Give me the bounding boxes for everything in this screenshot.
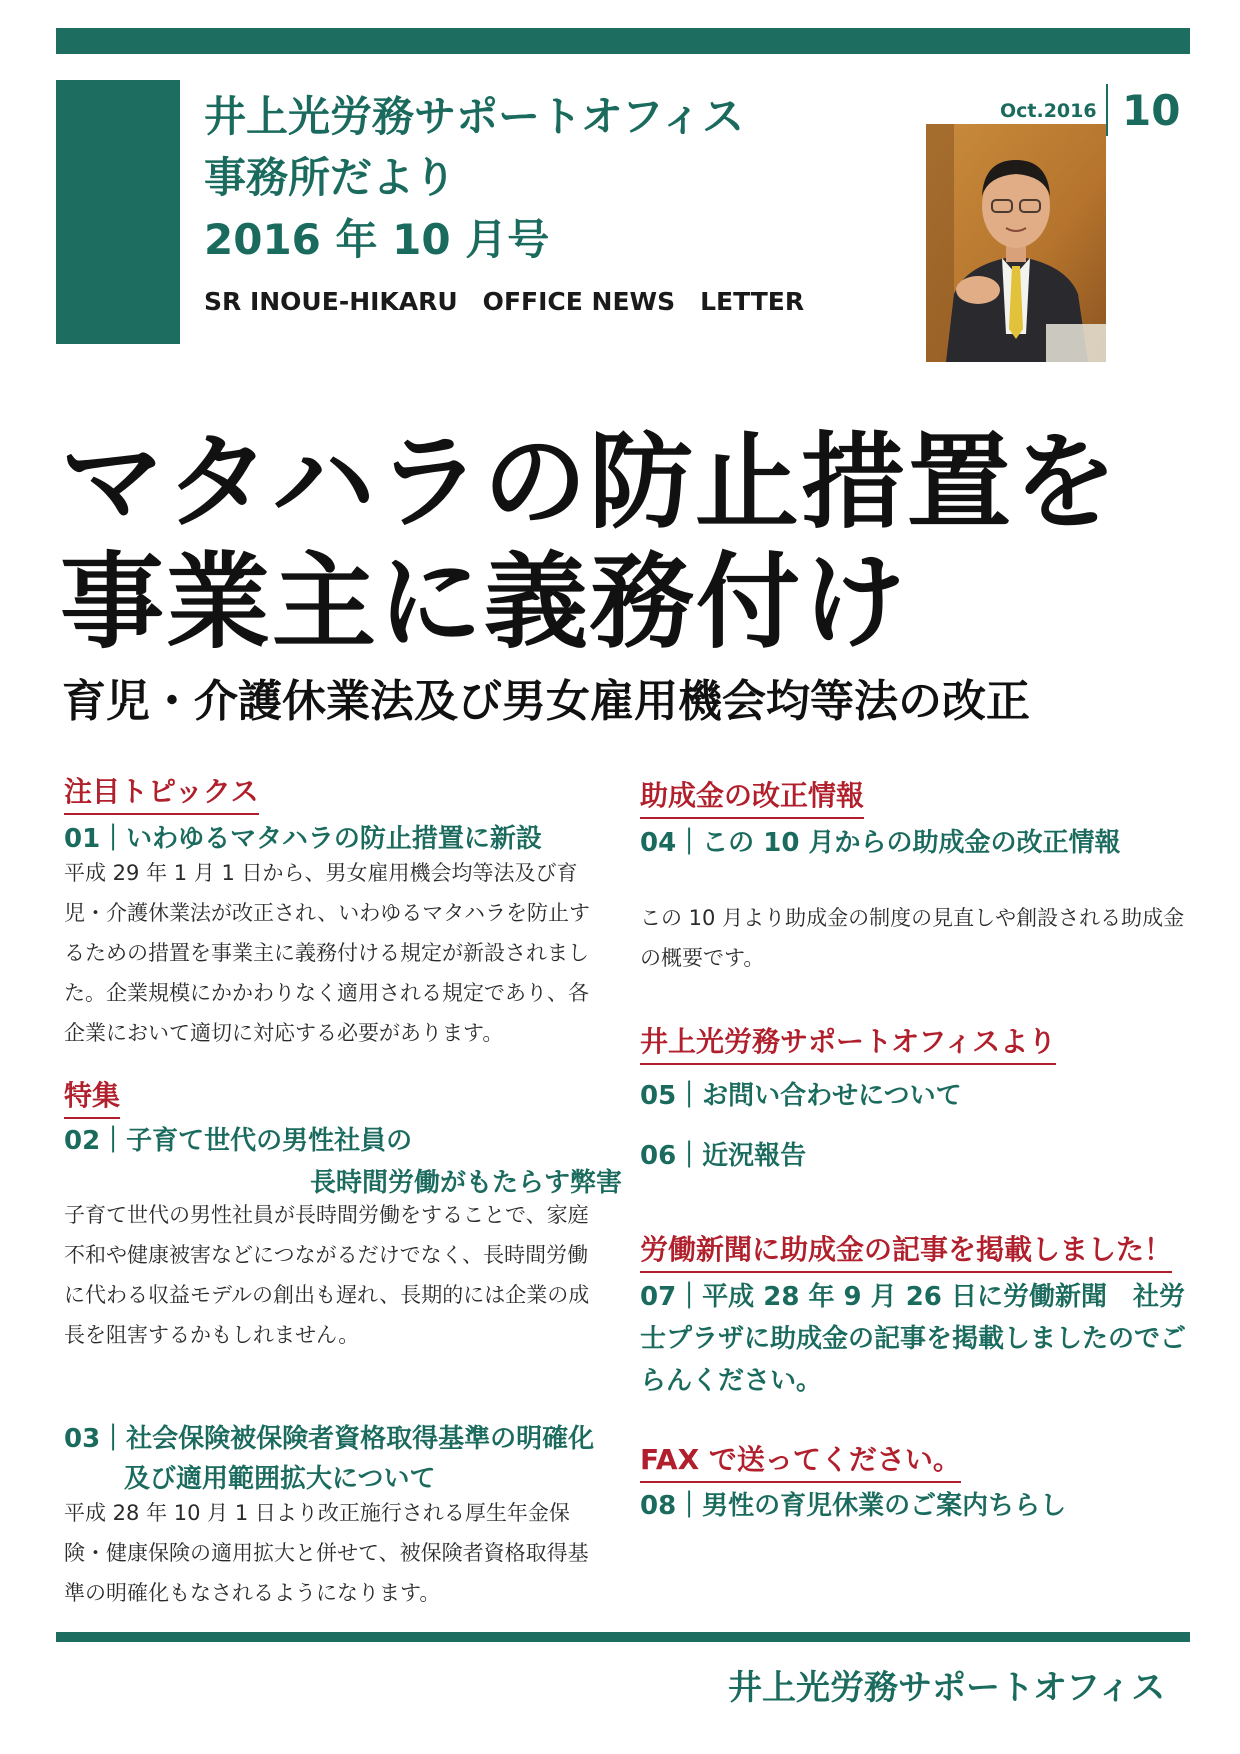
masthead-color-block <box>56 80 180 344</box>
feature-heading: 特集 <box>64 1074 120 1119</box>
item-07-title: 07｜平成 28 年 9 月 26 日に労働新聞 社労士プラザに助成金の記事を掲載しましたのでごらんください。 <box>640 1282 1187 1396</box>
issue-divider <box>1106 84 1108 136</box>
item-01-body: 平成 29 年 1 月 1 日から、男女雇用機会均等法及び育児・介護休業法が改正され、いわゆるマタハラを防止するための措置を事業主に義務付ける規定が新設されました。企業規模にかかわりなく適用される規定であり、各企業において適切に対応する必要があります。 <box>64 861 591 1045</box>
english-title: SR INOUE-HIKARU OFFICE NEWS LETTER <box>204 287 805 316</box>
office-name: 井上光労務サポートオフィス <box>204 92 745 141</box>
item-02-title-line-2: 長時間労働がもたらす弊害 <box>310 1168 623 1198</box>
item-05-title: 05｜お問い合わせについて <box>640 1081 962 1111</box>
topics-heading: 注目トピックス <box>64 770 259 815</box>
item-02-body: 子育て世代の男性社員が長時間労働をすることで、家庭不和や健康被害などにつながるだけでなく、長時間労働に代わる収益モデルの創出も遅れ、長期的には企業の成長を阻害するかもしれません。 <box>64 1203 590 1347</box>
issue-number: 10 <box>1122 86 1181 135</box>
item-01-title: 01｜いわゆるマタハラの防止措置に新設 <box>64 824 542 854</box>
headline-line-1: マタハラの防止措置を <box>60 421 1119 543</box>
item-06-title: 06｜近況報告 <box>640 1141 807 1171</box>
footer-office-name: 井上光労務サポートオフィス <box>728 1668 1166 1708</box>
item-03-body: 平成 28 年 10 月 1 日より改正施行される厚生年金保険・健康保険の適用拡大と併せて、被保険者資格取得基準の明確化もなされるようになります。 <box>64 1501 589 1605</box>
item-08-title: 08｜男性の育児休業のご案内ちらし <box>640 1491 1067 1521</box>
issue-month: 2016 年 10 月号 <box>204 215 550 264</box>
item-03-title-line-1: 03｜社会保険被保険者資格取得基準の明確化 <box>64 1424 595 1454</box>
headline-line-2: 事業主に義務付け <box>60 541 909 663</box>
press-heading: 労働新聞に助成金の記事を掲載しました！ <box>640 1228 1172 1273</box>
newsletter-title: 事務所だより <box>204 153 457 202</box>
portrait-photo <box>926 124 1106 362</box>
subsidy-heading: 助成金の改正情報 <box>640 774 864 819</box>
portrait-illustration <box>926 124 1106 362</box>
top-bar <box>56 28 1190 54</box>
item-04-title: 04｜この 10 月からの助成金の改正情報 <box>640 828 1121 858</box>
date-label: Oct.2016 <box>1000 100 1097 122</box>
item-03-title-line-2: 及び適用範囲拡大について <box>124 1464 436 1494</box>
bottom-bar <box>56 1632 1190 1642</box>
item-02-title-line-1: 02｜子育て世代の男性社員の <box>64 1126 413 1156</box>
item-04-body: この 10 月より助成金の制度の見直しや創設される助成金の概要です。 <box>640 906 1185 970</box>
fax-heading: FAX で送ってください。 <box>640 1438 961 1483</box>
subheadline: 育児・介護休業法及び男女雇用機会均等法の改正 <box>62 676 1030 727</box>
office-heading: 井上光労務サポートオフィスより <box>640 1020 1056 1065</box>
